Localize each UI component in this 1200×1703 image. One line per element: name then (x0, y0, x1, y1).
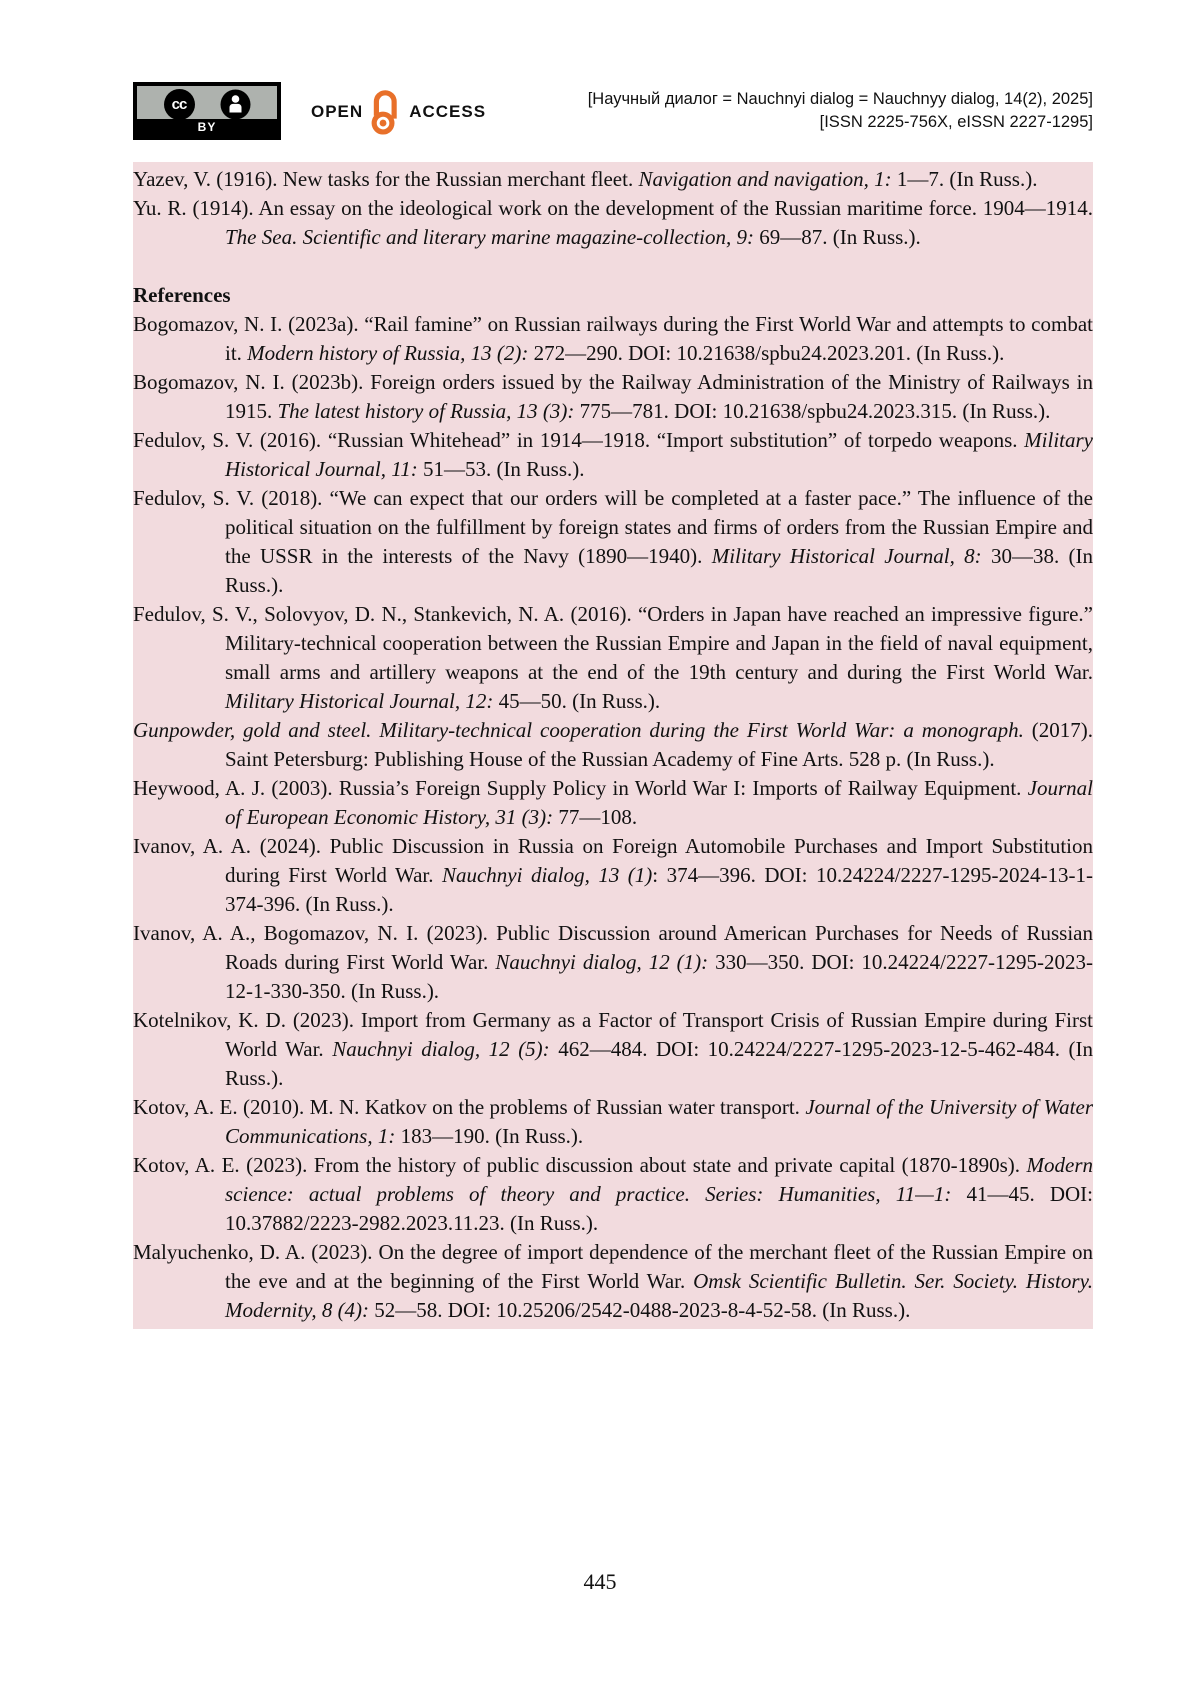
reference-source-italic: Nauchnyi dialog, 12 (5): (332, 1037, 550, 1061)
reference-source-italic: Journal of the University of Water Communications, 1: (225, 1095, 1093, 1148)
reference-entry (133, 1151, 1093, 1238)
reference-text: 69—87. (In Russ.). (753, 225, 921, 249)
reference-entry (133, 716, 1093, 774)
reference-entry (133, 1006, 1093, 1093)
reference-text: 30—38. (In Russ.). (225, 544, 1093, 597)
references-list (133, 310, 1093, 1325)
pre-references-list (133, 165, 1093, 252)
reference-entry (133, 165, 1093, 194)
open-access-logo (311, 86, 486, 138)
open-lock-icon (369, 88, 403, 136)
reference-entry (133, 1093, 1093, 1151)
reference-text: (2017). Saint Petersburg: Publishing House of the Russian Academy of Fine Arts. 528 p. (In Russ.). (225, 718, 1093, 771)
reference-text: 77—108. (553, 805, 638, 829)
reference-text: 775—781. DOI: 10.21638/spbu24.2023.315. (In Russ.). (574, 399, 1051, 423)
reference-text: 41—45. DOI: 10.37882/2223-2982.2023.11.23. (In Russ.). (225, 1182, 1093, 1235)
reference-entry (133, 774, 1093, 832)
open-access-access-label: ACCESS (409, 102, 487, 121)
reference-text: 45—50. (In Russ.). (493, 689, 661, 713)
reference-text: Fedulov, S. V. (2018). “We can expect that our orders will be completed at a faster pace.” The influence of the political situation on the fulfillment by foreign states and firms of orders from the Russian Empire and the USSR in the interests of the Navy (1890—1940). (133, 486, 1093, 568)
reference-source-italic: Military Historical Journal, 12: (225, 689, 494, 713)
reference-source-italic: Nauchnyi dialog, 13 (1) (441, 863, 653, 887)
reference-source-italic: Journal of European Economic History, 31 (3): (225, 776, 1093, 829)
references-heading: References (133, 283, 231, 307)
open-access-open-label: OPEN (311, 102, 364, 121)
reference-text: : 374—396. DOI: 10.24224/2227-1295-2024-13-1-374-396. (In Russ.). (225, 863, 1094, 916)
reference-source-italic: Military Historical Journal, 11: (225, 428, 1093, 481)
page-number: 445 (583, 1569, 617, 1594)
reference-text: Bogomazov, N. I. (2023b). Foreign orders issued by the Railway Administration of the Ministry of Railways in 1915. (133, 370, 1093, 423)
references-block (133, 162, 1093, 1329)
reference-entry (133, 919, 1093, 1006)
reference-text: Heywood, A. J. (2003). Russia’s Foreign Supply Policy in World War I: Imports of Railway Equipment. (133, 776, 1028, 800)
reference-entry (133, 310, 1093, 368)
reference-entry (133, 1238, 1093, 1325)
cc-by-badge (133, 82, 281, 140)
reference-source-italic: Gunpowder, gold and steel. Military-technical cooperation during the First World War: a monograph. (133, 718, 1024, 742)
reference-text: Ivanov, A. A. (2024). Public Discussion in Russia on Foreign Automobile Purchases and Import Substitution during First World War. (133, 834, 1093, 887)
reference-text: 330—350. DOI: 10.24224/2227-1295-2023-12-1-330-350. (In Russ.). (225, 950, 1094, 1003)
reference-entry (133, 426, 1093, 484)
reference-entry (133, 194, 1093, 252)
reference-text: Bogomazov, N. I. (2023a). “Rail famine” on Russian railways during the First World War and attempts to combat it. (133, 312, 1093, 365)
reference-source-italic: The Sea. Scientific and literary marine magazine-collection, 9: (225, 225, 754, 249)
reference-text: 52—58. DOI: 10.25206/2542-0488-2023-8-4-52-58. (In Russ.). (369, 1298, 911, 1322)
reference-entry (133, 832, 1093, 919)
reference-source-italic: The latest history of Russia, 13 (3): (277, 399, 575, 423)
reference-text: Fedulov, S. V., Solovyov, D. N., Stankevich, N. A. (2016). “Orders in Japan have reached an impressive figure.” Military-technical cooperation between the Russian Empire and Japan in the field of naval equipment, small arms and artillery weapons at the end of the 19th century and during the First World War. (133, 602, 1093, 684)
page-header (133, 80, 1093, 146)
reference-text: 272—290. DOI: 10.21638/spbu24.2023.201. (In Russ.). (528, 341, 1005, 365)
reference-source-italic: Modern history of Russia, 13 (2): (247, 341, 529, 365)
reference-text: Malyuchenko, D. A. (2023). On the degree of import dependence of the merchant fleet of the Russian Empire on the eve and at the beginning of the First World War. (133, 1240, 1093, 1293)
reference-source-italic: Modern science: actual problems of theory and practice. Series: Humanities, 11—1: (225, 1153, 1093, 1206)
reference-text: Yazev, V. (1916). New tasks for the Russian merchant fleet. (133, 167, 639, 191)
reference-source-italic: Omsk Scientific Bulletin. Ser. Society. History. Modernity, 8 (4): (225, 1269, 1093, 1322)
journal-citation-line: [Научный диалог = Nauchnyi dialog = Nauchnyy dialog, 14(2), 2025] (587, 90, 1093, 108)
reference-entry (133, 484, 1093, 600)
reference-text: Yu. R. (1914). An essay on the ideological work on the development of the Russian maritime force. 1904—1914. (133, 196, 1093, 220)
person-icon (220, 89, 251, 120)
reference-text: 51—53. (In Russ.). (417, 457, 585, 481)
reference-entry (133, 368, 1093, 426)
reference-text: Kotelnikov, K. D. (2023). Import from Germany as a Factor of Transport Crisis of Russian Empire during First World War. (133, 1008, 1093, 1061)
cc-by-label: BY (137, 119, 277, 136)
reference-text: 1—7. (In Russ.). (891, 167, 1038, 191)
reference-text: 183—190. (In Russ.). (395, 1124, 584, 1148)
reference-text: Kotov, A. E. (2010). M. N. Katkov on the problems of Russian water transport. (133, 1095, 806, 1119)
reference-source-italic: Nauchnyi dialog, 12 (1): (495, 950, 709, 974)
reference-text: Kotov, A. E. (2023). From the history of public discussion about state and private capital (1870-1890s). (133, 1153, 1027, 1177)
reference-source-italic: Navigation and navigation, 1: (638, 167, 892, 191)
reference-text: Ivanov, A. A., Bogomazov, N. I. (2023). Public Discussion around American Purchases for Needs of Russian Roads during First World War. (133, 921, 1093, 974)
journal-issn-line: [ISSN 2225-756X, eISSN 2227-1295] (819, 113, 1093, 131)
reference-text: Fedulov, S. V. (2016). “Russian Whitehead” in 1914—1918. “Import substitution” of torpedo weapons. (133, 428, 1025, 452)
reference-source-italic: Military Historical Journal, 8: (711, 544, 982, 568)
cc-icon: cc (164, 89, 195, 120)
reference-text: 462—484. DOI: 10.24224/2227-1295-2023-12-5-462-484. (In Russ.). (225, 1037, 1093, 1090)
journal-info (588, 88, 1093, 134)
cc-badge-icons (137, 86, 277, 122)
reference-entry (133, 600, 1093, 716)
